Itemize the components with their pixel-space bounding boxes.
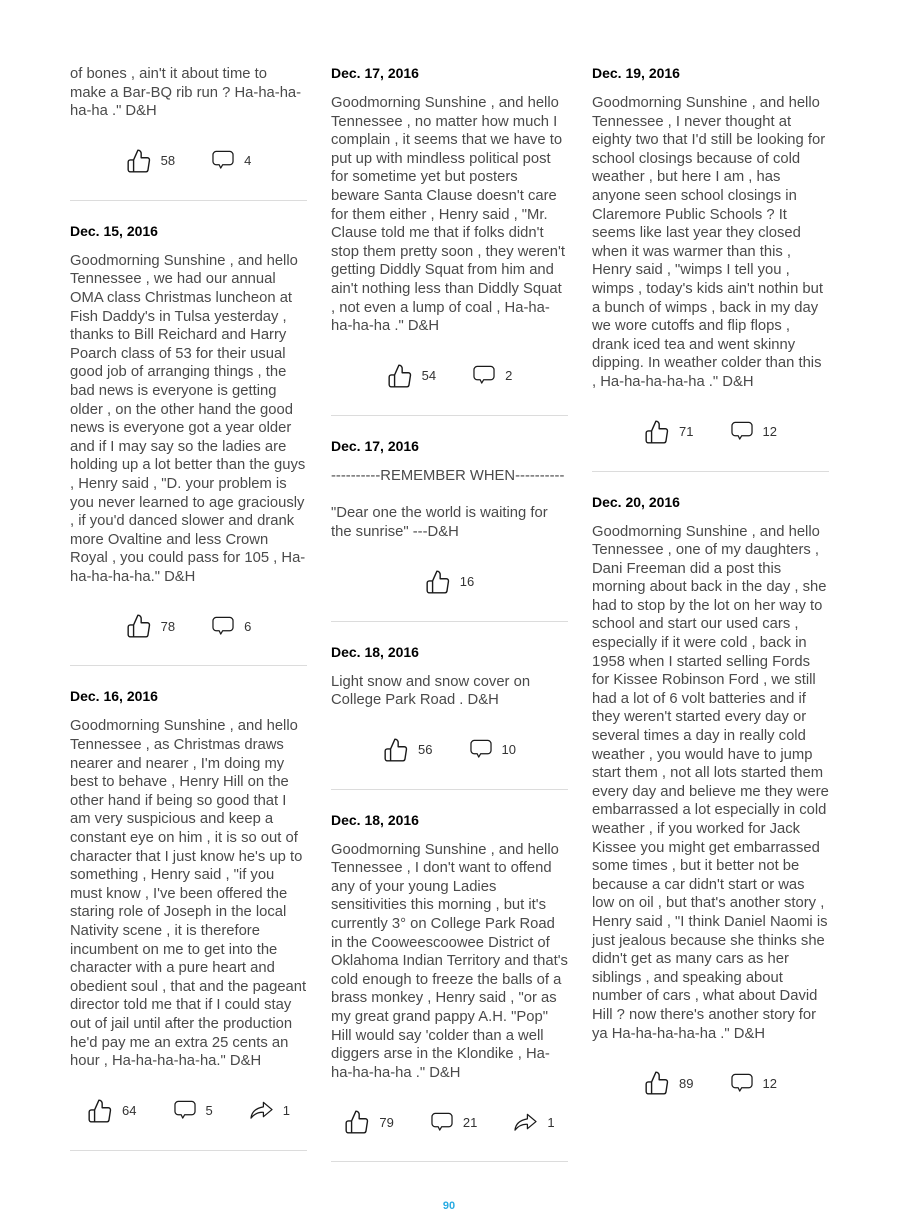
post: [70, 223, 307, 667]
share-arrow-icon: [249, 1100, 274, 1121]
post: [592, 494, 829, 1097]
post-text: Goodmorning Sunshine , and hello Tennessee , no matter how much I complain , it seems that we have to put up with mindless political post for sometime yet but posters beware Santa Clause doesn't care for them either , Henry said , "Mr. Clause told me that if folks didn't stop them pretty soon , they weren't getting Diddly Squat from him and ain't nothing less than Diddly Squat , not even a lump of coal , Ha-ha-ha-ha-ha ." D&H: [331, 95, 565, 335]
comment-count: 12: [762, 424, 777, 439]
thumbs-up-icon: [644, 1070, 670, 1096]
thumbs-up-icon: [344, 1109, 370, 1135]
like-count: 71: [679, 424, 694, 439]
post-date: Dec. 17, 2016: [331, 437, 419, 454]
post-text: Light snow and snow cover on College Park Road . D&H: [331, 673, 531, 709]
comment-bubble-icon: [472, 365, 496, 386]
post-divider: [331, 789, 568, 790]
post: [70, 65, 307, 201]
post-column-middle: [331, 65, 568, 1184]
engagement-row: [331, 1109, 568, 1135]
post-column-right: [592, 65, 829, 1122]
like-count: 78: [160, 618, 176, 634]
engagement-row: [331, 569, 568, 595]
post-divider: [70, 665, 307, 666]
post-divider: [331, 621, 568, 622]
like-count: 58: [160, 153, 176, 169]
post: [331, 438, 568, 622]
thumbs-up-icon: [126, 148, 152, 174]
thumbs-up-icon: [387, 363, 413, 389]
like-count: 54: [421, 368, 437, 384]
comment-bubble-icon: [211, 616, 235, 637]
like-count: 56: [418, 742, 433, 758]
post: [331, 644, 568, 790]
comment-count: 21: [462, 1114, 478, 1130]
share-arrow-icon: [513, 1112, 538, 1133]
like-stat: [383, 737, 432, 763]
post-divider: [331, 1161, 568, 1162]
thumbs-up-icon: [87, 1098, 113, 1124]
like-stat: [344, 1109, 393, 1135]
share-count: 1: [547, 1114, 555, 1130]
post-date: Dec. 18, 2016: [331, 811, 419, 828]
post: [592, 65, 829, 472]
like-stat: [126, 613, 175, 639]
post-text: Goodmorning Sunshine , and hello Tennessee , as Christmas draws nearer and nearer , I'm doing my best to behave , Henry Hill on the other hand if being so good that I am very suspicious and keep a constant eye on him , it is so out of character that I just know he's up to something , Henry said , "if you must know , I've been offered the staring role of Joseph in the local Nativity scene , it is therefore incumbent on me to get into the character with a pure heart and obedient soul , that and the pageant director told me that if I could stay out of jail until after the production he'd pay me an extra 25 cents an hour , Ha-ha-ha-ha-ha." D&H: [70, 718, 307, 1070]
engagement-row: [331, 363, 568, 389]
comment-count: 5: [205, 1103, 213, 1119]
thumbs-up-icon: [425, 569, 451, 595]
comment-count: 2: [505, 368, 513, 384]
comment-bubble-icon: [173, 1100, 197, 1121]
like-stat: [87, 1098, 136, 1124]
comment-count: 10: [501, 742, 516, 758]
post-date: Dec. 16, 2016: [70, 688, 158, 705]
comment-count: 12: [762, 1075, 777, 1091]
post-text: Goodmorning Sunshine , and hello Tennessee , I never thought at eighty two that I'd still be looking for school closings because of cold weather , but here I am , has anyone seen school closings in Claremore Public Schools ? It seems like last year they closed when it was warmer than this , Henry said , "wimps I tell you , wimps , today's kids ain't nothin but a bunch of wimps , back in my day we wore cutoffs and flip flops , drank iced tea and went skinny dipping. In weather colder than this , Ha-ha-ha-ha-ha ." D&H: [592, 95, 826, 390]
thumbs-up-icon: [126, 613, 152, 639]
post-text: of bones , ain't it about time to make a Bar-BQ rib run ? Ha-ha-ha-ha-ha ." D&H: [70, 66, 302, 120]
comment-stat: [430, 1112, 477, 1133]
post-divider: [70, 200, 307, 201]
engagement-row: [592, 419, 829, 445]
like-stat: [644, 1070, 693, 1096]
share-stat: [513, 1112, 554, 1133]
post-text: Goodmorning Sunshine , and hello Tennessee , we had our annual OMA class Christmas luncheon at Fish Daddy's in Tulsa yesterday , thanks to Bill Reichard and Harry Poarch class of 53 for their usual good job of arranging things , the bad news is everyone is getting older , on the other hand the good news is everyone got a year older and if I may say so the ladies are holding up a lot better than the guys , Henry said , "D. your problem is you never learned to age graciously , if you'd danced slower and drank more Ovaltine and less Crown Royal , you could pass for 105 , Ha-ha-ha-ha-ha." D&H: [70, 252, 306, 585]
like-count: 64: [122, 1103, 137, 1119]
share-count: 1: [282, 1103, 290, 1119]
post-column-left: [70, 65, 307, 1173]
comment-stat: [730, 1073, 777, 1094]
like-count: 89: [679, 1075, 694, 1091]
share-stat: [249, 1100, 290, 1121]
post-text: Goodmorning Sunshine , and hello Tennessee , one of my daughters , Dani Freeman did a post this morning about back in the day , she had to stop by the lot on her way to school and start our used cars , especially if it were cold , back in 1958 when I started selling Fords for Kissee Robinson Ford , we still had a lot of 6 volt batteries and if they weren't started every day or several times a day in really cold weather , you would have to jump start them , not all lots started them every day and believe me they were embarrassed a lot especially in cold weather , if you worked for Jack Kissee you might get embarrassed some times , but it better not be because a car didn't start or was low on oil , but that's another story , Henry said , "I think Daniel Naomi is just jealous because she thinks she didn't get as many cars as her siblings , and speaking about number of cars , what about David Hill ? now there's another story for ya Ha-ha-ha-ha-ha ." D&H: [592, 523, 829, 1042]
comment-stat: [472, 365, 512, 386]
like-stat: [644, 419, 693, 445]
post-date: Dec. 17, 2016: [331, 65, 419, 81]
comment-bubble-icon: [430, 1112, 454, 1133]
post: [70, 688, 307, 1150]
comment-bubble-icon: [730, 1073, 754, 1094]
post-date: Dec. 20, 2016: [592, 493, 680, 510]
comment-count: 6: [244, 618, 252, 634]
comment-bubble-icon: [469, 739, 493, 760]
like-count: 16: [459, 574, 475, 589]
comment-stat: [730, 421, 777, 442]
comment-count: 4: [244, 153, 252, 169]
post-divider: [70, 1150, 307, 1151]
post-divider: [331, 415, 568, 416]
post-date: Dec. 18, 2016: [331, 643, 419, 660]
engagement-row: [331, 737, 568, 763]
like-stat: [387, 363, 436, 389]
post-text: "Dear one the world is waiting for the sunrise" ---D&H: [331, 505, 548, 540]
comment-stat: [173, 1100, 213, 1121]
comment-bubble-icon: [730, 421, 754, 442]
engagement-row: [70, 1098, 307, 1124]
thumbs-up-icon: [383, 737, 409, 763]
post-date: Dec. 15, 2016: [70, 222, 158, 239]
like-count: 79: [379, 1114, 394, 1130]
like-stat: [126, 148, 175, 174]
post-text: ----------REMEMBER WHEN----------: [331, 467, 565, 484]
post: [331, 812, 568, 1163]
comment-stat: [211, 616, 251, 637]
engagement-row: [70, 148, 307, 174]
post-date: Dec. 19, 2016: [592, 65, 680, 81]
post-divider: [592, 471, 829, 472]
comment-stat: [469, 739, 516, 760]
comment-bubble-icon: [211, 150, 235, 171]
like-stat: [425, 569, 474, 595]
page-number: 90: [442, 1200, 456, 1212]
engagement-row: [70, 613, 307, 639]
post: [331, 65, 568, 416]
engagement-row: [592, 1070, 829, 1096]
post-text: Goodmorning Sunshine , and hello Tennessee , I don't want to offend any of your young Ladies sensitivities this morning , but it's currently 3° on College Park Road in the Cooweescoowee District of Oklahoma Indian Territory and that's cold enough to freeze the balls of a brass monkey , Henry said , "or as my great grand pappy A.H. "Pop" Hill would say 'colder than a well diggers arse in the Klondike , Ha-ha-ha-ha-ha ." D&H: [331, 841, 568, 1081]
thumbs-up-icon: [644, 419, 670, 445]
comment-stat: [211, 150, 251, 171]
